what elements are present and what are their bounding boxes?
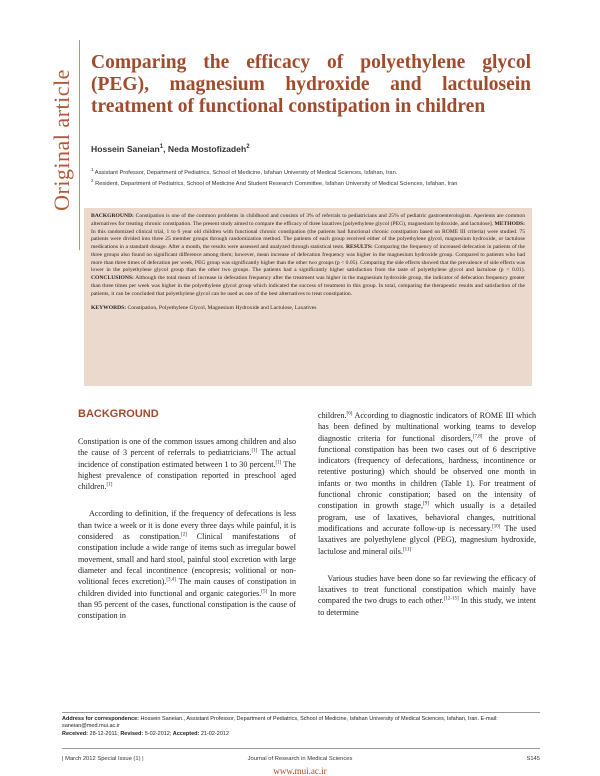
footer-journal: Journal of Research in Medical Sciences (247, 756, 353, 762)
citation[interactable]: [7,8] (472, 433, 483, 439)
citation[interactable]: [5] (261, 588, 268, 594)
article-type-label: Original article (49, 69, 74, 211)
citation[interactable]: [6] (346, 411, 353, 417)
citation[interactable]: [1] (275, 459, 282, 465)
paragraph: Constipation is one of the common issues among children and also the cause of 3 percent of referrals to pediatricians.[1] The actual incidence of constipation estimated between 1 to 30 percent.[1] The highest prevalence of constipation reported in preschool aged children.[1] (78, 437, 296, 492)
footer-url[interactable]: www.mui.ac.ir (273, 766, 327, 776)
citation[interactable]: [10] (492, 524, 501, 530)
correspondence-note: Address for correspondence: Hossein Saneian., Assistant Professor, Department of Pediatrics, School of Medicine, Isfahan University of Medical Sciences, Isfahan, Iran. E-mail: saneian@med.mui.ac.ir Received: 28-12-2011; Revised: 5-02-2012; Accepted: 21-02-2012 (62, 716, 498, 737)
affiliation: $^2$ Resident, Department of Pediatrics, School of Medicine And Student Research Committee, Isfahan University of Medical Sciences, Isfahan, Iran (91, 178, 458, 188)
paragraph: children.[6] According to diagnostic indicators of ROME III which has been defined by multinational working teams to develop diagnostic criteria for functional disorders,[7,8] the prove of functional constipation has been two cases out of 6 descriptive indicators (frequency of defecations, hardness, incontinence or retentive posturing) which should be observed one month in infants or two months in children (Table 1). For treatment of functional chronic constipation; based on the intensity of constipation in growth stage,[9] which usually is a detailed program, use of laxatives, behavioral changes, nutritional modifications and accurate follow-up is necessary.[10] The used laxatives are polyethylene glycol (PEG), magnesium hydroxide, lactulose and mineral oils.[11] (318, 411, 536, 556)
footnote-rule (62, 712, 540, 713)
citation[interactable]: [11] (402, 546, 412, 552)
citation[interactable]: [9] (423, 501, 429, 507)
article-title: Comparing the efficacy of polyethylene glycol (PEG), magnesium hydroxide and lactulosein treatment of functional constipation in children (91, 52, 531, 117)
affiliations (91, 166, 531, 189)
affiliation: $^1$ Assistant Professor, Department of Pediatrics, School of Medicine, Isfahan University of Medical Sciences, Isfahan, Iran. (91, 167, 398, 176)
author-name: Neda Mostofizadeh (167, 144, 247, 154)
citation[interactable]: [1] (106, 482, 113, 488)
paragraph: Various studies have been done so far reviewing the efficacy of laxatives to treat functional constipation which mainly have compared the two drugs to each other.[12-15] In this study, we intent to determine (318, 573, 536, 617)
body-column-right (318, 410, 536, 618)
citation[interactable]: [2] (181, 532, 187, 538)
footer-page-number: S145 (526, 756, 540, 762)
abstract-box (84, 208, 532, 386)
keywords: KEYWORDS: Constipation, Polyethylene Glycol, Magnesium Hydroxide and Lactulose, Laxatives (91, 305, 317, 312)
body-column-left (78, 436, 296, 621)
citation[interactable]: [3,4] (166, 577, 176, 583)
citation[interactable]: [12-15] (443, 596, 459, 602)
author-list: Hossein Saneian$^1$, Neda Mostofizadeh$^2$ (91, 144, 250, 154)
author-name: Hossein Saneian (91, 144, 160, 154)
footer-rule (62, 748, 540, 749)
citation[interactable]: [1] (251, 448, 258, 454)
side-divider (79, 40, 80, 250)
paragraph: According to definition, if the frequency of defecations is less than twice a week or it is done every three days while painful, it is considered as constipation.[2] Clinical manifestations of constipation include a wide range of items such as irregular bowel movement, small and hard stool, painful stool excretion with large diameter and fecal incontinence (encopresis; volitional or non-volitional feces excretion).[3,4] The main causes of constipation in children divided into functional and organic categories.[5] In more than 95 percent of the cases, functional constipation is the cause of constipation in (78, 509, 297, 621)
footer-issue: | March 2012 Special Issue (1) | (62, 756, 144, 762)
author-mark: 1 (159, 144, 164, 151)
abstract-text: BACKGROUND: Constipation is one of the common problems in childhood and consists of 3% of referrals to pediatricians and 25% of pediatric gastroenterologists. Aperients are common alternatives for treating chronic constipation. The present study aimed to compare the efficacy of three laxatives [polyethylene glycol (PEG), magnesium hydroxide, and lactulose]. METHODS: In this randomized clinical trial, 1 to 6 year old children with functional chronic constipation (the patients had functional chronic constipation based on ROME III criteria) were studied. 75 patients were divided into three 25 member groups through randomization method. The patients of each group received either of the polyethylene glycol, magnesium hydroxide, or lactulose medications in a standard dosage. After a month, the results were assessed and analyzed through statistical tests. RESULTS: Comparing the frequency of increased defecation in patients of the three groups also found no significant difference among them; however, mean increase of defecation frequency was higher in the magnesium hydroxide group. Compared to patients who had more than three times of defecation per week, PEG group was significantly higher than the other two groups (p < 0.05). Comparing the side effects showed that the prevalence of side effects was lower in the polyethylene glycol group than the other two groups. The patients had a significantly higher satisfaction from the taste of polyethylene glycol and lactulose (p < 0.01). CONCLUSIONS: Although the total mean of increase in defecation frequency after the treatment was higher in the magnesium hydroxide group, the indicator of defecation frequency greater than three times per week was higher in the polyethylene glycol group which indicated the success of treatment in this group. In total, comparing the therapeutic results and satisfaction of the patients, it can be concluded that polyethylene glycol can be used as one of the best alternatives to treat constipation. (91, 213, 526, 297)
section-heading: BACKGROUND (78, 408, 159, 420)
author-mark: 2 (246, 144, 250, 151)
